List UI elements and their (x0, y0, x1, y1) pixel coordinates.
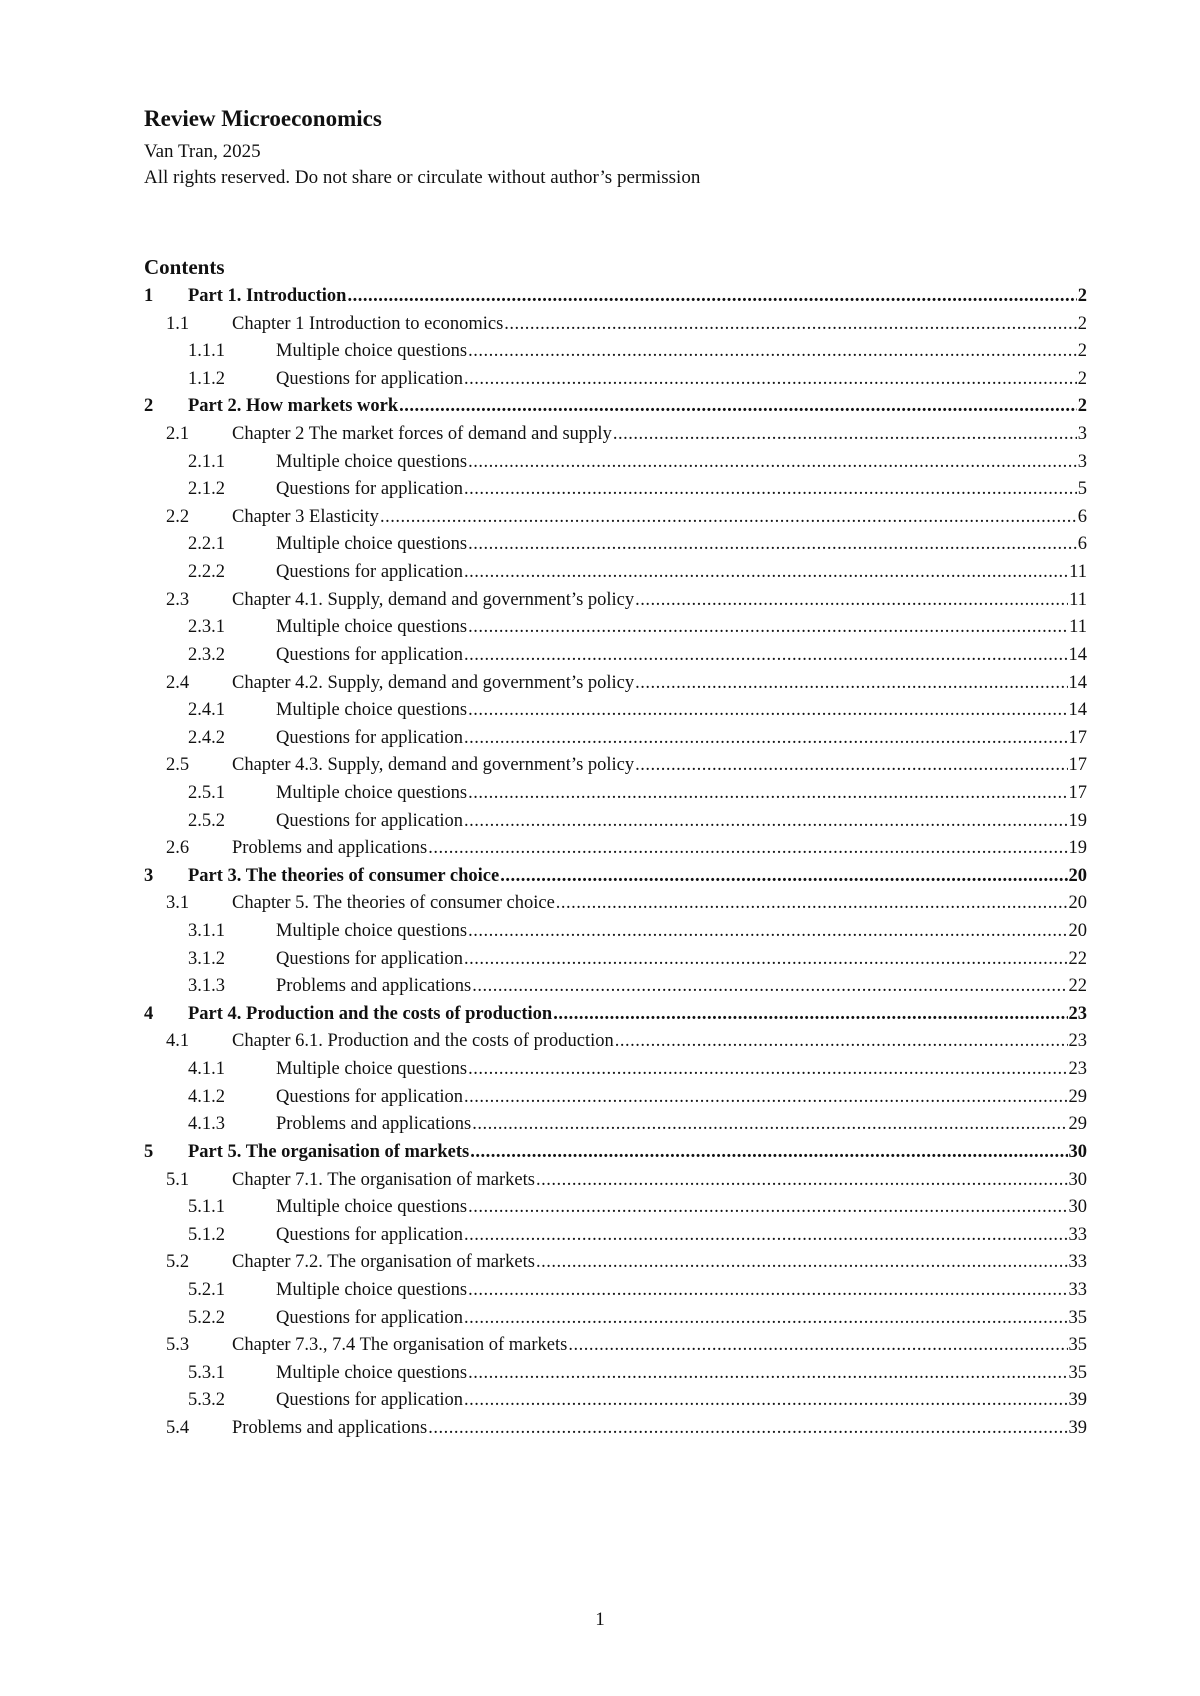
toc-entry-title[interactable]: Chapter 1 Introduction to economics (232, 313, 504, 334)
toc-entry-number: 3.1 (166, 893, 190, 914)
toc-dot-leader (347, 283, 1076, 311)
toc-entry-page-number[interactable]: 11 (1069, 617, 1087, 638)
toc-dot-leader (468, 1360, 1067, 1388)
toc-entry-title[interactable]: Chapter 2 The market forces of demand and supply (232, 424, 612, 445)
toc-entry-page-number[interactable]: 6 (1077, 534, 1087, 555)
toc-entry-page-number[interactable]: 35 (1068, 1335, 1087, 1356)
toc-entry-level-3[interactable] (144, 918, 1087, 946)
toc-entry-page-number[interactable]: 14 (1068, 700, 1087, 721)
toc-entry-page-number[interactable]: 22 (1068, 976, 1087, 997)
toc-entry-page-number[interactable]: 33 (1068, 1224, 1087, 1245)
toc-entry-page-number[interactable]: 20 (1068, 865, 1087, 886)
toc-entry-title[interactable]: Chapter 6.1. Production and the costs of production (232, 1031, 614, 1052)
toc-dot-leader (464, 642, 1067, 670)
toc-entry-title[interactable]: Questions for application (276, 1390, 464, 1411)
toc-entry-level-3[interactable] (144, 725, 1087, 753)
toc-entry-number: 3 (144, 865, 154, 886)
toc-entry-number: 1.1.2 (188, 368, 225, 389)
toc-entry-level-3[interactable] (144, 614, 1087, 642)
toc-dot-leader (553, 1001, 1067, 1029)
toc-entry-page-number[interactable]: 29 (1068, 1086, 1087, 1107)
toc-entry-level-2[interactable] (144, 504, 1087, 532)
toc-entry-title[interactable]: Multiple choice questions (276, 341, 468, 362)
toc-dot-leader (568, 1332, 1067, 1360)
toc-dot-leader (428, 835, 1067, 863)
toc-dot-leader (613, 421, 1077, 449)
toc-dot-leader (464, 946, 1067, 974)
toc-dot-leader (468, 531, 1077, 559)
toc-entry-title[interactable]: Chapter 5. The theories of consumer choice (232, 893, 555, 914)
toc-entry-page-number[interactable]: 2 (1077, 286, 1087, 306)
toc-entry-level-2[interactable] (144, 1415, 1087, 1443)
toc-dot-leader (464, 366, 1077, 394)
toc-entry-level-3[interactable] (144, 559, 1087, 587)
toc-entry-number: 5.1.2 (188, 1224, 225, 1245)
toc-entry-number: 4 (144, 1003, 154, 1024)
toc-dot-leader (635, 752, 1067, 780)
toc-entry-level-3[interactable] (144, 780, 1087, 808)
toc-entry-title[interactable]: Problems and applications (232, 1417, 428, 1438)
toc-entry-number: 2.4.1 (188, 700, 225, 721)
toc-entry-page-number[interactable]: 35 (1068, 1362, 1087, 1383)
toc-entry-title[interactable]: Part 2. How markets work (188, 396, 399, 417)
table-of-contents (144, 283, 1087, 1443)
toc-entry-number: 5.4 (166, 1417, 190, 1438)
toc-entry-title[interactable]: Problems and applications (276, 976, 472, 997)
toc-entry-page-number[interactable]: 2 (1077, 368, 1087, 389)
toc-entry-title[interactable]: Part 4. Production and the costs of production (188, 1003, 553, 1024)
toc-entry-number: 2.5.2 (188, 810, 225, 831)
toc-entry-level-2[interactable] (144, 890, 1087, 918)
toc-entry-level-2[interactable] (144, 1028, 1087, 1056)
toc-entry-title[interactable]: Questions for application (276, 562, 464, 583)
toc-entry-page-number[interactable]: 14 (1068, 672, 1087, 693)
toc-entry-title[interactable]: Multiple choice questions (276, 1197, 468, 1218)
toc-entry-title[interactable]: Chapter 4.3. Supply, demand and government’s policy (232, 755, 635, 776)
toc-entry-page-number[interactable]: 19 (1068, 838, 1087, 859)
toc-entry-title[interactable]: Questions for application (276, 1086, 464, 1107)
toc-dot-leader (399, 393, 1077, 421)
contents-heading: Contents (144, 255, 225, 279)
toc-dot-leader (635, 670, 1067, 698)
toc-entry-level-1[interactable] (144, 1001, 1087, 1029)
toc-entry-number: 2.1 (166, 424, 190, 445)
toc-entry-level-3[interactable] (144, 1305, 1087, 1333)
toc-entry-number: 5 (144, 1141, 154, 1162)
toc-entry-level-2[interactable] (144, 311, 1087, 339)
toc-entry-title[interactable]: Chapter 3 Elasticity (232, 506, 379, 527)
toc-entry-page-number[interactable]: 29 (1068, 1114, 1087, 1135)
toc-entry-page-number[interactable]: 39 (1068, 1417, 1087, 1438)
toc-dot-leader (468, 449, 1077, 477)
toc-entry-page-number[interactable]: 11 (1069, 562, 1087, 583)
toc-entry-title[interactable]: Part 1. Introduction (188, 286, 347, 306)
toc-entry-level-2[interactable] (144, 1167, 1087, 1195)
toc-entry-level-3[interactable] (144, 1084, 1087, 1112)
rights-notice: All rights reserved. Do not share or circulate without author’s permission (144, 167, 701, 188)
toc-dot-leader (468, 338, 1077, 366)
toc-entry-number: 5.3.1 (188, 1362, 225, 1383)
toc-entry-level-1[interactable] (144, 863, 1087, 891)
toc-entry-level-3[interactable] (144, 476, 1087, 504)
toc-entry-number: 3.1.1 (188, 921, 225, 942)
toc-entry-number: 1.1 (166, 313, 190, 334)
toc-entry-page-number[interactable]: 39 (1068, 1390, 1087, 1411)
toc-entry-page-number[interactable]: 33 (1068, 1252, 1087, 1273)
toc-entry-level-1[interactable] (144, 393, 1087, 421)
toc-entry-title[interactable]: Chapter 7.2. The organisation of markets (232, 1252, 535, 1273)
toc-entry-number: 2.1.1 (188, 451, 225, 472)
toc-dot-leader (464, 1305, 1067, 1333)
toc-dot-leader (464, 808, 1067, 836)
toc-entry-number: 2.3.1 (188, 617, 225, 638)
toc-dot-leader (464, 1222, 1067, 1250)
toc-entry-level-3[interactable] (144, 338, 1087, 366)
toc-entry-page-number[interactable]: 20 (1068, 921, 1087, 942)
toc-entry-title[interactable]: Questions for application (276, 1307, 464, 1328)
toc-entry-title[interactable]: Part 3. The theories of consumer choice (188, 865, 500, 886)
toc-entry-level-3[interactable] (144, 973, 1087, 1001)
toc-dot-leader (464, 559, 1068, 587)
toc-entry-number: 2.2 (166, 506, 190, 527)
toc-entry-number: 2.2.2 (188, 562, 225, 583)
toc-entry-number: 4.1.1 (188, 1059, 225, 1080)
toc-entry-level-3[interactable] (144, 1387, 1087, 1415)
toc-entry-level-3[interactable] (144, 1056, 1087, 1084)
toc-entry-level-2[interactable] (144, 752, 1087, 780)
toc-entry-title[interactable]: Questions for application (276, 1224, 464, 1245)
toc-entry-page-number[interactable]: 35 (1068, 1307, 1087, 1328)
toc-dot-leader (472, 973, 1067, 1001)
toc-entry-level-3[interactable] (144, 1111, 1087, 1139)
toc-entry-page-number[interactable]: 2 (1077, 396, 1087, 417)
toc-dot-leader (635, 587, 1068, 615)
toc-entry-level-2[interactable] (144, 835, 1087, 863)
toc-entry-page-number[interactable]: 14 (1068, 644, 1087, 665)
toc-entry-title[interactable]: Multiple choice questions (276, 921, 468, 942)
toc-entry-page-number[interactable]: 30 (1068, 1197, 1087, 1218)
toc-entry-page-number[interactable]: 5 (1077, 479, 1087, 500)
toc-entry-page-number[interactable]: 17 (1068, 782, 1087, 803)
toc-entry-number: 4.1 (166, 1031, 190, 1052)
toc-dot-leader (468, 697, 1067, 725)
toc-entry-level-3[interactable] (144, 1277, 1087, 1305)
toc-entry-title[interactable]: Questions for application (276, 479, 464, 500)
toc-entry-level-2[interactable] (144, 670, 1087, 698)
toc-entry-title[interactable]: Chapter 4.1. Supply, demand and government’s policy (232, 589, 635, 610)
toc-entry-title[interactable]: Multiple choice questions (276, 700, 468, 721)
toc-entry-number: 5.2.1 (188, 1279, 225, 1300)
toc-entry-number: 2.4.2 (188, 727, 225, 748)
toc-entry-title[interactable]: Questions for application (276, 727, 464, 748)
toc-entry-number: 3.1.2 (188, 948, 225, 969)
toc-entry-page-number[interactable]: 22 (1068, 948, 1087, 969)
toc-entry-level-3[interactable] (144, 531, 1087, 559)
toc-entry-number: 4.1.3 (188, 1114, 225, 1135)
toc-entry-number: 5.1.1 (188, 1197, 225, 1218)
toc-entry-level-3[interactable] (144, 1194, 1087, 1222)
toc-entry-number: 1 (144, 286, 154, 306)
toc-dot-leader (536, 1249, 1068, 1277)
toc-dot-leader (615, 1028, 1068, 1056)
toc-entry-page-number[interactable]: 33 (1068, 1279, 1087, 1300)
toc-entry-page-number[interactable]: 23 (1068, 1003, 1087, 1024)
toc-entry-title[interactable]: Problems and applications (232, 838, 428, 859)
toc-entry-number: 2.4 (166, 672, 190, 693)
toc-entry-title[interactable]: Questions for application (276, 810, 464, 831)
toc-entry-level-3[interactable] (144, 946, 1087, 974)
toc-dot-leader (500, 863, 1067, 891)
toc-entry-page-number[interactable]: 30 (1068, 1141, 1087, 1162)
toc-entry-level-1[interactable] (144, 283, 1087, 311)
toc-entry-page-number[interactable]: 30 (1068, 1169, 1087, 1190)
toc-dot-leader (468, 780, 1067, 808)
toc-entry-page-number[interactable]: 19 (1068, 810, 1087, 831)
toc-entry-title[interactable]: Questions for application (276, 644, 464, 665)
toc-entry-title[interactable]: Multiple choice questions (276, 782, 468, 803)
toc-entry-title[interactable]: Chapter 7.3., 7.4 The organisation of markets (232, 1335, 568, 1356)
toc-entry-page-number[interactable]: 11 (1069, 589, 1087, 610)
toc-entry-title[interactable]: Questions for application (276, 368, 464, 389)
toc-entry-number: 2.1.2 (188, 479, 225, 500)
toc-entry-title[interactable]: Multiple choice questions (276, 451, 468, 472)
toc-entry-page-number[interactable]: 3 (1077, 424, 1087, 445)
toc-entry-level-2[interactable] (144, 421, 1087, 449)
toc-entry-page-number[interactable]: 17 (1068, 755, 1087, 776)
toc-entry-title[interactable]: Chapter 7.1. The organisation of markets (232, 1169, 535, 1190)
toc-entry-page-number[interactable]: 3 (1077, 451, 1087, 472)
toc-entry-page-number[interactable]: 23 (1068, 1059, 1087, 1080)
toc-dot-leader (468, 1277, 1067, 1305)
toc-entry-level-2[interactable] (144, 1249, 1087, 1277)
toc-entry-page-number[interactable]: 17 (1068, 727, 1087, 748)
toc-entry-level-3[interactable] (144, 642, 1087, 670)
toc-entry-title[interactable]: Multiple choice questions (276, 1362, 468, 1383)
toc-entry-number: 2 (144, 396, 154, 417)
toc-dot-leader (464, 476, 1077, 504)
toc-dot-leader (468, 1194, 1067, 1222)
toc-dot-leader (464, 1387, 1067, 1415)
toc-entry-title[interactable]: Part 5. The organisation of markets (188, 1141, 470, 1162)
toc-entry-page-number[interactable]: 6 (1077, 506, 1087, 527)
toc-dot-leader (470, 1139, 1067, 1167)
toc-dot-leader (464, 725, 1067, 753)
toc-entry-number: 2.5.1 (188, 782, 225, 803)
toc-dot-leader (556, 890, 1068, 918)
toc-dot-leader (468, 1056, 1067, 1084)
toc-entry-level-3[interactable] (144, 1360, 1087, 1388)
toc-entry-number: 2.5 (166, 755, 190, 776)
toc-entry-title[interactable]: Multiple choice questions (276, 1279, 468, 1300)
page-number: 1 (595, 1609, 605, 1630)
toc-dot-leader (536, 1167, 1068, 1195)
toc-entry-title[interactable]: Multiple choice questions (276, 1059, 468, 1080)
toc-entry-number: 5.1 (166, 1169, 190, 1190)
toc-entry-page-number[interactable]: 2 (1077, 341, 1087, 362)
toc-entry-level-3[interactable] (144, 449, 1087, 477)
toc-entry-title[interactable]: Multiple choice questions (276, 534, 468, 555)
toc-entry-number: 2.6 (166, 838, 190, 859)
toc-entry-level-3[interactable] (144, 1222, 1087, 1250)
toc-entry-title[interactable]: Problems and applications (276, 1114, 472, 1135)
toc-entry-number: 2.3 (166, 589, 190, 610)
toc-entry-level-1[interactable] (144, 1139, 1087, 1167)
toc-entry-number: 2.2.1 (188, 534, 225, 555)
toc-entry-number: 5.2 (166, 1252, 190, 1273)
author-line: Van Tran, 2025 (144, 141, 261, 162)
toc-entry-number: 5.3.2 (188, 1390, 225, 1411)
toc-entry-title[interactable]: Questions for application (276, 948, 464, 969)
toc-entry-number: 1.1.1 (188, 341, 225, 362)
toc-entry-level-3[interactable] (144, 366, 1087, 394)
toc-entry-page-number[interactable]: 20 (1068, 893, 1087, 914)
toc-entry-title[interactable]: Chapter 4.2. Supply, demand and government’s policy (232, 672, 635, 693)
toc-entry-level-3[interactable] (144, 808, 1087, 836)
document-title: Review Microeconomics (144, 106, 382, 131)
toc-entry-number: 5.2.2 (188, 1307, 225, 1328)
toc-entry-level-2[interactable] (144, 587, 1087, 615)
toc-dot-leader (472, 1111, 1067, 1139)
toc-entry-page-number[interactable]: 23 (1068, 1031, 1087, 1052)
toc-entry-title[interactable]: Multiple choice questions (276, 617, 468, 638)
toc-entry-level-2[interactable] (144, 1332, 1087, 1360)
toc-dot-leader (468, 918, 1067, 946)
toc-dot-leader (468, 614, 1068, 642)
toc-dot-leader (428, 1415, 1067, 1443)
toc-dot-leader (464, 1084, 1067, 1112)
toc-dot-leader (380, 504, 1077, 532)
toc-entry-page-number[interactable]: 2 (1077, 313, 1087, 334)
toc-entry-number: 5.3 (166, 1335, 190, 1356)
toc-entry-number: 4.1.2 (188, 1086, 225, 1107)
toc-entry-number: 3.1.3 (188, 976, 225, 997)
toc-dot-leader (504, 311, 1076, 339)
toc-entry-number: 2.3.2 (188, 644, 225, 665)
toc-entry-level-3[interactable] (144, 697, 1087, 725)
